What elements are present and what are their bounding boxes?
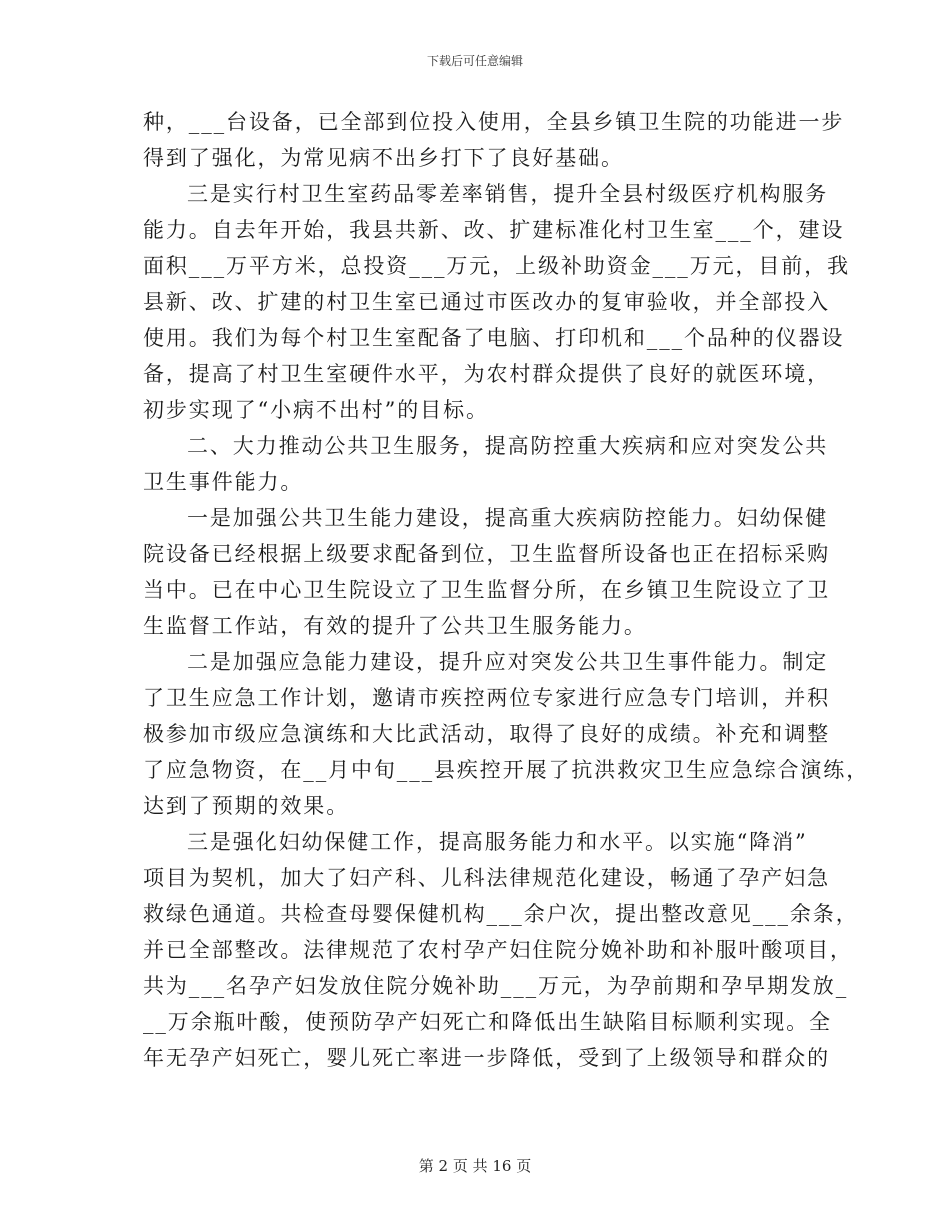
body-text-line: 县新、改、扩建的村卫生室已通过市医改办的复审验收，并全部投入 <box>143 290 830 314</box>
page-header-note: 下载后可任意编辑 <box>426 54 523 68</box>
body-text-line: 院设备已经根据上级要求配备到位，卫生监督所设备也正在招标采购 <box>143 542 830 566</box>
body-text-line: 二是加强应急能力建设，提升应对突发公共卫生事件能力。制定 <box>187 650 829 674</box>
body-text-line: 生监督工作站，有效的提升了公共卫生服务能力。 <box>143 614 647 638</box>
body-text-line: 项目为契机，加大了妇产科、儿科法律规范化建设，畅通了孕产妇急 <box>143 866 830 890</box>
body-text-line: 三是实行村卫生室药品零差率销售，提升全县村级医疗机构服务 <box>187 182 829 206</box>
body-text-line: __万余瓶叶酸，使预防孕产妇死亡和降低出生缺陷目标顺利实现。全 <box>143 1010 832 1034</box>
body-text-line: 达到了预期的效果。 <box>143 794 350 818</box>
body-text-line: 初步实现了“小病不出村”的目标。 <box>143 398 489 422</box>
page-number-footer: 第 2 页 共 16 页 <box>418 1157 532 1175</box>
body-text-line: 当中。已在中心卫生院设立了卫生监督分所，在乡镇卫生院设立了卫 <box>143 578 830 602</box>
body-text-line: 卫生事件能力。 <box>143 470 304 494</box>
body-text-line: 了应急物资，在__月中旬___县疾控开展了抗洪救灾卫生应急综合演练， <box>143 758 870 782</box>
body-text-line: 能力。自去年开始，我县共新、改、扩建标准化村卫生室___个，建设 <box>143 218 845 242</box>
body-text-line: 二、大力推动公共卫生服务，提高防控重大疾病和应对突发公共 <box>187 434 829 458</box>
body-text-line: 救绿色通道。共检查母婴保健机构___余户次，提出整改意见___余条， <box>143 902 859 926</box>
body-text-line: 了卫生应急工作计划，邀请市疾控两位专家进行应急专门培训，并积 <box>143 686 830 710</box>
body-text-line: 年无孕产妇死亡，婴儿死亡率进一步降低，受到了上级领导和群众的 <box>143 1046 830 1070</box>
body-text-line: 一是加强公共卫生能力建设，提高重大疾病防控能力。妇幼保健 <box>187 506 829 530</box>
body-text-line: 备，提高了村卫生室硬件水平，为农村群众提供了良好的就医环境， <box>143 362 830 386</box>
body-text-line: 面积___万平方米，总投资___万元，上级补助资金___万元，目前，我 <box>143 254 850 278</box>
body-text-line: 并已全部整改。法律规范了农村孕产妇住院分娩补助和补服叶酸项目， <box>143 938 853 962</box>
body-text-line: 使用。我们为每个村卫生室配备了电脑、打印机和___个品种的仪器设 <box>143 326 845 350</box>
body-text-line: 得到了强化，为常见病不出乡打下了良好基础。 <box>143 146 624 170</box>
body-text-line: 极参加市级应急演练和大比武活动，取得了良好的成绩。补充和调整 <box>143 722 830 746</box>
body-text-line: 种，___台设备，已全部到位投入使用，全县乡镇卫生院的功能进一步 <box>143 110 845 134</box>
body-text-line: 三是强化妇幼保健工作，提高服务能力和水平。以实施“降消” <box>187 830 808 854</box>
document-body <box>143 104 870 1076</box>
body-text-line: 共为___名孕产妇发放住院分娩补助___万元，为孕前期和孕早期发放_ <box>143 974 849 998</box>
